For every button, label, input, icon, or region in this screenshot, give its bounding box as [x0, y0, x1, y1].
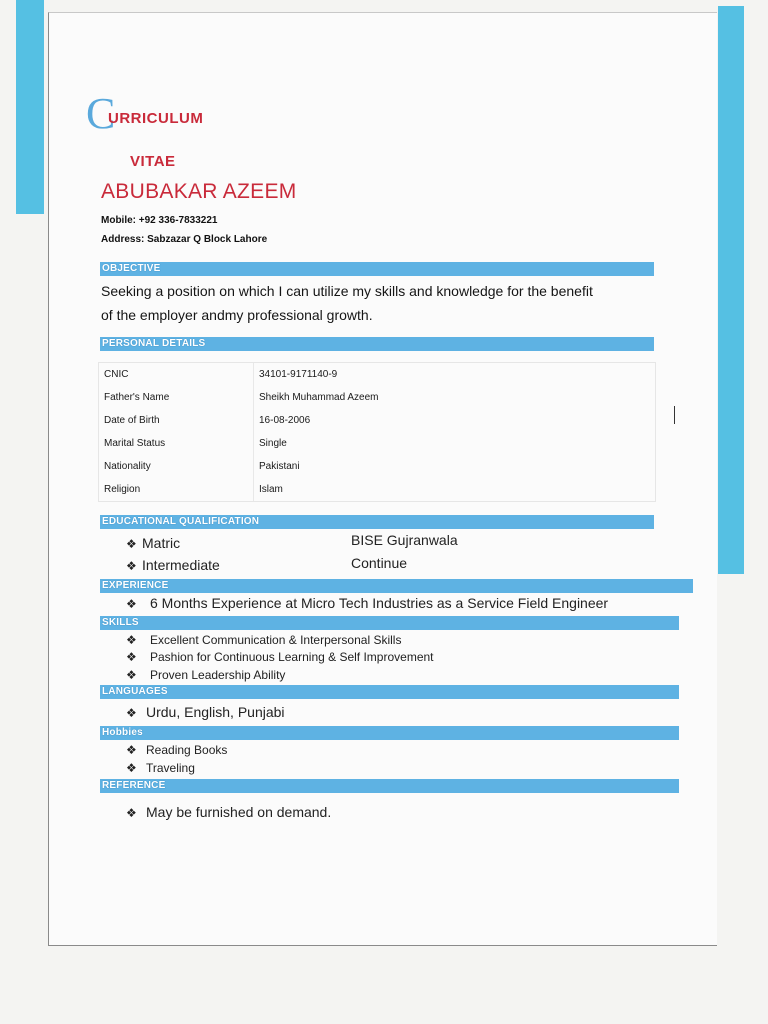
section-bar-languages	[100, 685, 679, 699]
row-value: 16-08-2006	[259, 415, 311, 426]
list-item	[126, 761, 195, 775]
section-bar-objective	[100, 262, 654, 276]
row-value: Single	[259, 438, 287, 449]
education-degree: Intermediate	[142, 557, 220, 573]
section-bar-personal	[100, 337, 654, 351]
education-board: Continue	[351, 555, 408, 571]
row-label: Date of Birth	[99, 409, 254, 432]
title-vitae: VITAE	[130, 153, 176, 170]
row-label: Marital Status	[99, 432, 254, 455]
highlighter-stripe-left	[16, 0, 44, 214]
diamond-bullet-icon: ❖	[126, 743, 137, 757]
diamond-bullet-icon: ❖	[126, 706, 137, 720]
list-item	[126, 743, 227, 757]
diamond-bullet-icon: ❖	[126, 597, 137, 611]
section-title-reference: REFERENCE	[102, 780, 166, 791]
row-label: CNIC	[99, 363, 254, 386]
skill-item: Proven Leadership Ability	[150, 668, 286, 682]
section-title-languages: LANGUAGES	[102, 686, 168, 697]
row-value: Pakistani	[259, 461, 300, 472]
section-title-objective: OBJECTIVE	[102, 263, 161, 274]
objective-line-1: Seeking a position on which I can utilize my skills and knowledge for the benefit	[101, 283, 593, 299]
table-row	[99, 363, 655, 386]
section-title-skills: SKILLS	[102, 617, 139, 628]
list-item	[126, 804, 331, 820]
language-item: Urdu, English, Punjabi	[146, 704, 285, 720]
row-value: Sheikh Muhammad Azeem	[259, 392, 379, 403]
list-item	[126, 557, 220, 573]
skill-item: Pashion for Continuous Learning & Self Improvement	[150, 650, 434, 664]
section-bar-hobbies	[100, 726, 679, 740]
section-bar-education	[100, 515, 654, 529]
mobile-line: Mobile: +92 336-7833221	[101, 215, 218, 226]
skill-item: Excellent Communication & Interpersonal Skills	[150, 633, 402, 647]
section-bar-experience	[100, 579, 693, 593]
row-value: Islam	[259, 484, 283, 495]
list-item	[126, 633, 401, 647]
table-row	[99, 409, 655, 432]
list-item	[126, 668, 285, 682]
highlighter-stripe-right	[718, 6, 744, 574]
education-degree: Matric	[142, 535, 181, 551]
reference-item: May be furnished on demand.	[146, 804, 332, 820]
section-title-personal: PERSONAL DETAILS	[102, 338, 206, 349]
education-board: BISE Gujranwala	[351, 532, 458, 548]
table-row	[99, 432, 655, 455]
section-title-hobbies: Hobbies	[102, 727, 143, 738]
list-item	[126, 650, 434, 664]
list-item	[126, 595, 608, 611]
table-row	[99, 455, 655, 478]
section-title-education: EDUCATIONAL QUALIFICATION	[102, 516, 260, 527]
list-item	[126, 535, 180, 551]
personal-details-table	[98, 362, 656, 502]
title-curriculum: URRICULUM	[108, 110, 204, 127]
section-title-experience: EXPERIENCE	[102, 580, 169, 591]
address-line: Address: Sabzazar Q Block Lahore	[101, 234, 268, 245]
diamond-bullet-icon: ❖	[126, 537, 137, 551]
title-initial: C	[86, 89, 116, 138]
list-item	[126, 704, 285, 720]
table-row	[99, 386, 655, 409]
diamond-bullet-icon: ❖	[126, 761, 137, 775]
table-row	[99, 478, 655, 501]
diamond-bullet-icon: ❖	[126, 650, 137, 664]
row-label: Nationality	[99, 455, 254, 478]
hobby-item: Reading Books	[146, 743, 228, 757]
experience-item: 6 Months Experience at Micro Tech Industries as a Service Field Engineer	[150, 595, 609, 611]
section-bar-reference	[100, 779, 679, 793]
row-value: 34101-9171140-9	[259, 369, 338, 380]
row-label: Religion	[99, 478, 254, 501]
diamond-bullet-icon: ❖	[126, 806, 137, 820]
section-bar-skills	[100, 616, 679, 630]
diamond-bullet-icon: ❖	[126, 633, 137, 647]
objective-line-2: of the employer andmy professional growth.	[101, 307, 373, 323]
row-label: Father's Name	[99, 386, 254, 409]
diamond-bullet-icon: ❖	[126, 668, 137, 682]
hobby-item: Traveling	[146, 761, 195, 775]
text-cursor-mark	[674, 406, 675, 424]
candidate-name: ABUBAKAR AZEEM	[101, 180, 297, 203]
diamond-bullet-icon: ❖	[126, 559, 137, 573]
